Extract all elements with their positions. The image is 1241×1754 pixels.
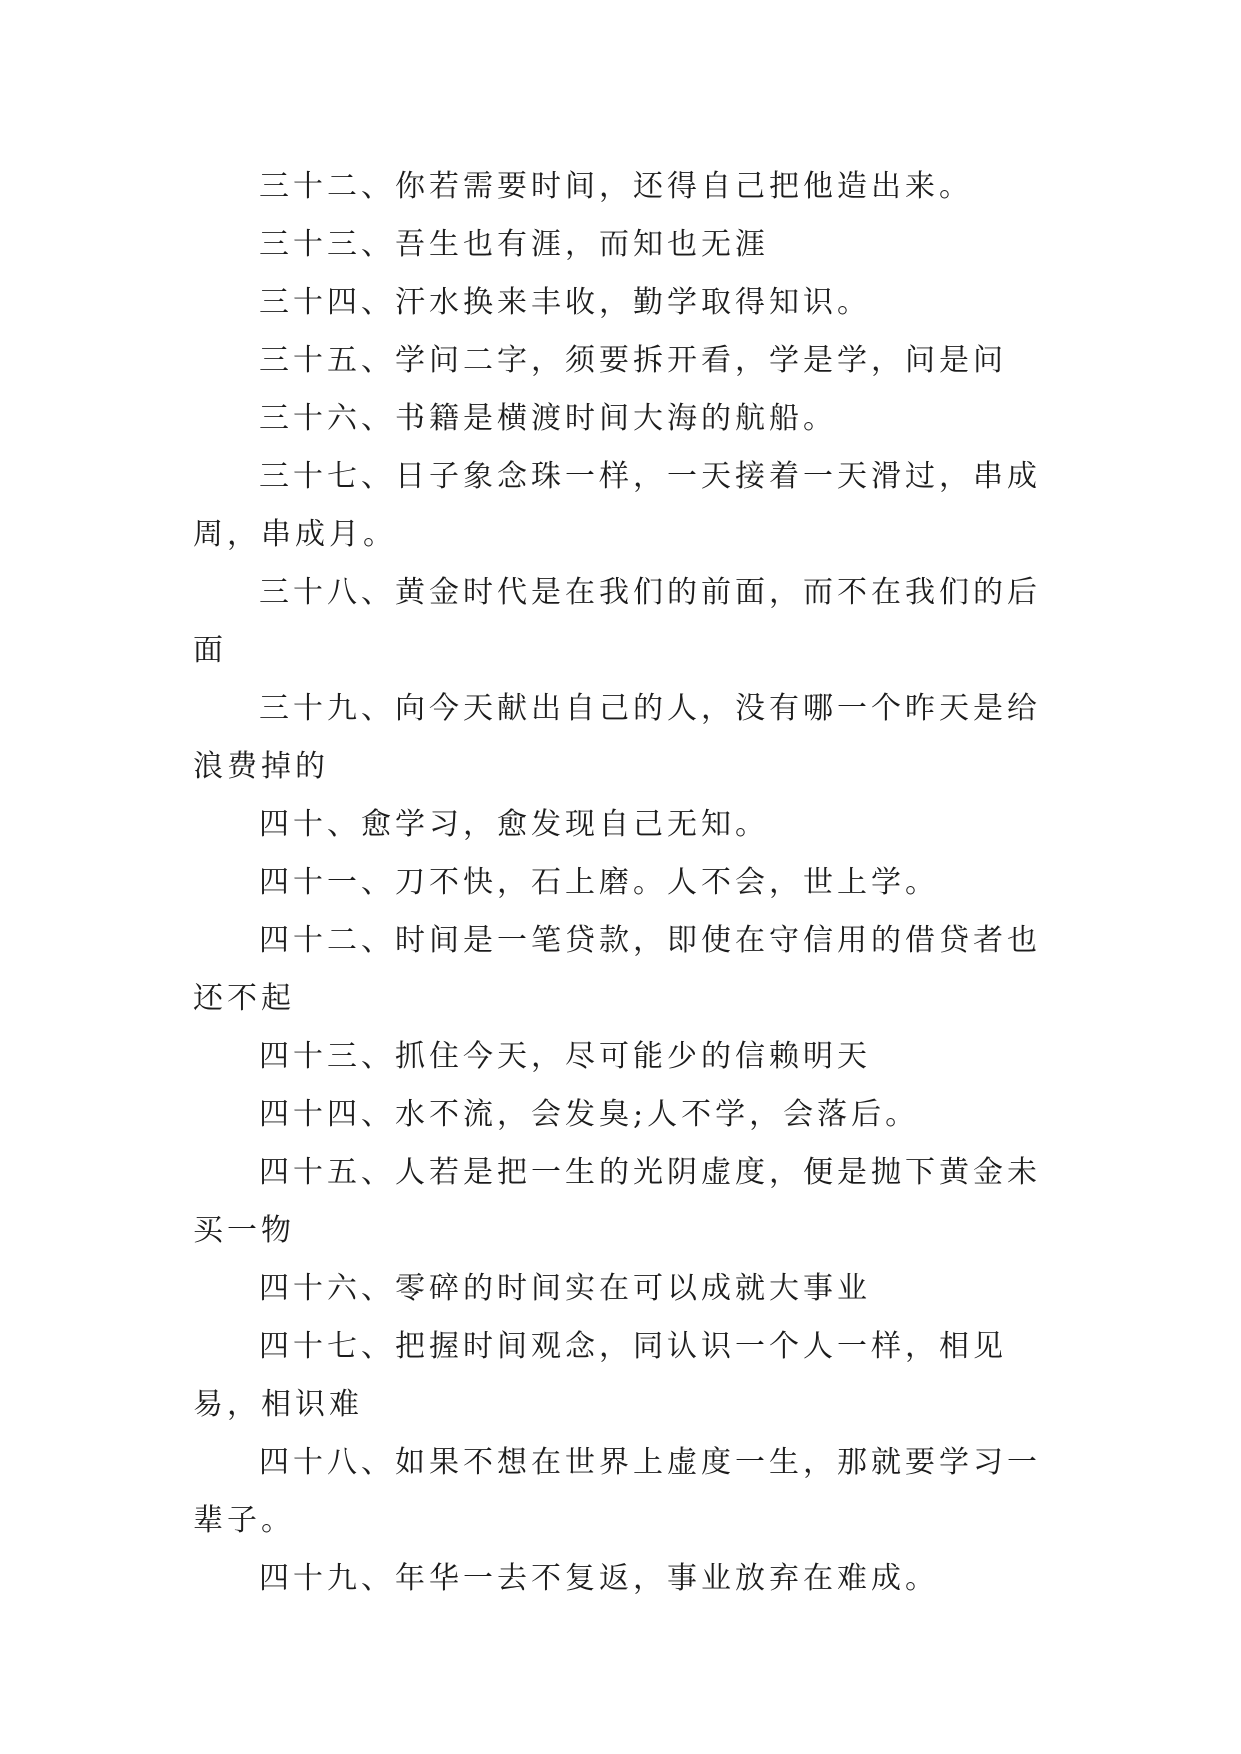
quote-paragraph: 三十六、书籍是横渡时间大海的航船。	[259, 401, 837, 436]
quote-paragraph: 四十三、抓住今天，尽可能少的信赖明天	[259, 1039, 871, 1074]
quote-paragraph: 四十八、如果不想在世界上虚度一生，那就要学习一辈子。	[193, 1445, 1041, 1538]
document-body	[193, 158, 1053, 1608]
quote-paragraph: 三十九、向今天献出自己的人，没有哪一个昨天是给浪费掉的	[193, 691, 1041, 784]
quote-paragraph: 四十六、零碎的时间实在可以成就大事业	[259, 1271, 871, 1306]
quote-paragraph: 四十四、水不流，会发臭;人不学，会落后。	[259, 1097, 920, 1132]
quote-paragraph: 四十九、年华一去不复返，事业放弃在难成。	[259, 1561, 939, 1596]
quote-paragraph: 三十八、黄金时代是在我们的前面，而不在我们的后面	[193, 575, 1041, 668]
quote-paragraph: 四十五、人若是把一生的光阴虚度，便是抛下黄金未买一物	[193, 1155, 1041, 1248]
quote-paragraph: 三十三、吾生也有涯，而知也无涯	[259, 227, 769, 262]
quote-paragraph: 三十五、学问二字，须要拆开看，学是学，问是问	[259, 343, 1007, 378]
quote-paragraph: 四十七、把握时间观念，同认识一个人一样，相见易，相识难	[193, 1329, 1007, 1422]
quote-paragraph: 四十、愈学习，愈发现自己无知。	[259, 807, 769, 842]
quote-paragraph: 三十四、汗水换来丰收，勤学取得知识。	[259, 285, 871, 320]
quote-paragraph: 四十二、时间是一笔贷款，即使在守信用的借贷者也还不起	[193, 923, 1041, 1016]
quote-paragraph: 三十七、日子象念珠一样，一天接着一天滑过，串成周，串成月。	[193, 459, 1041, 552]
quote-paragraph: 四十一、刀不快，石上磨。人不会，世上学。	[259, 865, 939, 900]
quote-paragraph: 三十二、你若需要时间，还得自己把他造出来。	[259, 169, 973, 204]
